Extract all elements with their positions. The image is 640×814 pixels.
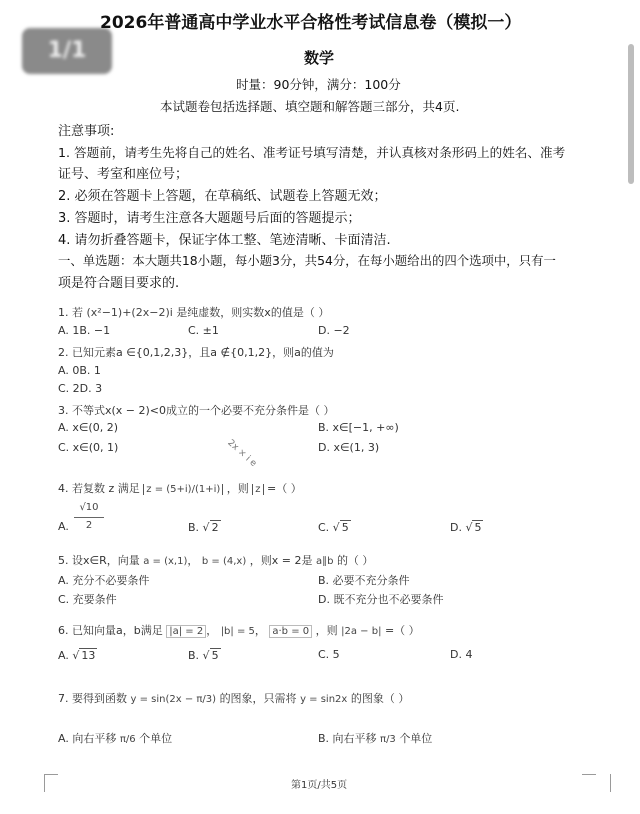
page-footer: 第1页/共5页 (291, 780, 348, 791)
q4-option-d-value: 5 (474, 521, 482, 534)
q6-prefix: 6. 已知向量a，b满足 (58, 624, 163, 637)
page-count-badge: 1/1 (22, 28, 112, 74)
q6-suffix: =（ ） (384, 624, 420, 637)
question-1 (58, 304, 329, 320)
q4-option-b: B. √ 2 (188, 521, 219, 534)
q6-option-a-label: A. (58, 649, 69, 662)
q4-option-a-fraction-bar (74, 517, 104, 518)
q3-option-c: C. x∈(0, 1) (58, 441, 119, 454)
q5-option-b: B. 必要不充分条件 (318, 574, 410, 587)
q4-option-c: C. √ 5 (318, 521, 349, 534)
q7-mid: 的图象，只需将 (219, 692, 297, 705)
q7-prefix: 7. 要得到函数 (58, 692, 127, 705)
q7-option-b (318, 730, 432, 746)
question-4 (58, 480, 302, 496)
scrollbar[interactable] (628, 44, 634, 184)
note-1a: 1. 答题前，请考生先将自己的姓名、准考证号填写清楚，并认真核对条形码上的姓名、准考 (58, 145, 566, 160)
crop-mark-right-top (582, 774, 596, 775)
q6-option-b-label: B. (188, 649, 200, 662)
q5-vector-a: a = (x,1) (143, 556, 188, 567)
q5-option-c: C. 充要条件 (58, 593, 117, 606)
question-6: 6. 已知向量a，b满足 |a| = 2 ， |b| = 5， a·b = 0 ，则 |2a − b| =（ ） (58, 624, 420, 637)
crop-mark-left-top (44, 774, 58, 775)
q6-cond-3: a·b = 0 (269, 625, 312, 638)
q4-option-b-label: B. (188, 521, 200, 534)
q6-option-b: B. √ 5 (188, 649, 219, 662)
q6-cond-2: |b| = 5 (220, 626, 255, 637)
crop-mark-right (594, 774, 611, 792)
crop-mark-left (44, 774, 61, 792)
q6-expression: |2a − b| (341, 626, 382, 637)
q5-mid: ，则x = 2是 (249, 554, 313, 567)
q5-option-a: A. 充分不必要条件 (58, 574, 150, 587)
q4-option-a-num: √10 (79, 502, 99, 513)
note-4: 4. 请勿折叠答题卡，保证字体工整、笔迹清晰、卡面清洁. (58, 233, 391, 248)
q4-prefix: 4. 若复数 z 满足 (58, 482, 140, 495)
q6-option-a-value: 13 (81, 649, 96, 662)
q2-option-c: C. 2D. 3 (58, 382, 103, 395)
q7-function-2: y = sin2x (300, 694, 348, 705)
q4-suffix: =（ ） (267, 482, 302, 495)
q1-option-a: A. 1B. −1 (58, 324, 111, 337)
section1-line-a: 一、单选题：本大题共18小题，每小题3分，共54分，在每小题给出的四个选项中，只有一 (58, 253, 556, 268)
q4-option-c-value: 5 (341, 521, 349, 534)
time-info: 时量：90分钟，满分：100分 (236, 77, 401, 92)
q3-option-a: A. x∈(0, 2) (58, 421, 118, 434)
q7-option-a-suffix: 个单位 (139, 732, 173, 745)
q4-equation: z = (5+i)/(1+i) (143, 484, 223, 495)
q6-option-a: A. √ 13 (58, 649, 96, 662)
question-3: 3. 不等式x(x − 2)<0成立的一个必要不充分条件是（ ） (58, 404, 335, 417)
q5-prefix: 5. 设x∈R，向量 (58, 554, 140, 567)
exam-title: 2026年普通高中学业水平合格性考试信息卷（模拟一） (100, 13, 522, 33)
q1-suffix: 是纯虚数，则实数x的值是（ ） (176, 306, 330, 319)
q6-option-c: C. 5 (318, 648, 340, 661)
q4-option-a-label: A. (58, 520, 69, 533)
question-5: 5. 设x∈R，向量 a = (x,1)， b = (4,x) ，则x = 2是 a∥b 的（ ） (58, 554, 374, 567)
q7-function-1: y = sin(2x − π/3) (130, 694, 217, 705)
q6-cond-1: |a| = 2 (166, 625, 206, 638)
q4-mid: ，则 (226, 482, 249, 495)
notes-header: 注意事项: (58, 124, 115, 139)
q7-option-b-fraction: π/3 (380, 734, 396, 745)
q1-option-d: D. −2 (318, 324, 350, 337)
question-2: 2. 已知元素a ∈{0,1,2,3}，且a ∉{0,1,2}，则a的值为 (58, 346, 334, 359)
q4-option-c-label: C. (318, 521, 330, 534)
q2-option-a: A. 0B. 1 (58, 364, 101, 377)
note-3: 3. 答题时，请考生注意各大题题号后面的答题提示； (58, 211, 361, 226)
section1-line-b: 项是符合题目要求的. (58, 276, 180, 291)
q6-mid: ，则 (315, 624, 338, 637)
q6-option-b-value: 5 (211, 649, 219, 662)
q7-option-a (58, 730, 172, 746)
q1-expression: (x²−1)+(2x−2)i (86, 306, 173, 319)
q3-option-d: D. x∈(1, 3) (318, 441, 380, 454)
q4-option-d: D. √ 5 (450, 521, 482, 534)
q7-option-b-prefix: B. 向右平移 (318, 732, 377, 745)
q4-option-b-value: 2 (211, 521, 219, 534)
q1-option-c: C. ±1 (188, 324, 219, 337)
q5-suffix: 的（ ） (336, 554, 374, 567)
q3-option-b: B. x∈[−1, +∞) (318, 421, 399, 434)
question-7 (58, 690, 409, 706)
q4-option-d-label: D. (450, 521, 462, 534)
q4-abs-z: z (252, 484, 263, 495)
note-2: 2. 必须在答题卡上答题，在草稿纸、试题卷上答题无效； (58, 189, 387, 204)
q5-parallel: a∥b (315, 556, 334, 567)
note-1b: 证号、考室和座位号； (58, 167, 189, 182)
q7-option-a-prefix: A. 向右平移 (58, 732, 117, 745)
q1-prefix: 1. 若 (58, 306, 83, 319)
q5-vector-b: b = (4,x) (201, 556, 247, 567)
q4-option-a-den: 2 (85, 520, 93, 531)
subject-title: 数学 (304, 49, 335, 67)
q5-option-d: D. 既不充分也不必要条件 (318, 593, 444, 606)
watermark-text: 2x × i e (225, 438, 259, 469)
structure-info: 本试题卷包括选择题、填空题和解答题三部分，共4页. (160, 99, 460, 114)
q7-suffix: 的图象（ ） (350, 692, 410, 705)
q7-option-a-fraction: π/6 (119, 734, 136, 745)
q7-option-b-suffix: 个单位 (399, 732, 433, 745)
q6-option-d: D. 4 (450, 648, 473, 661)
